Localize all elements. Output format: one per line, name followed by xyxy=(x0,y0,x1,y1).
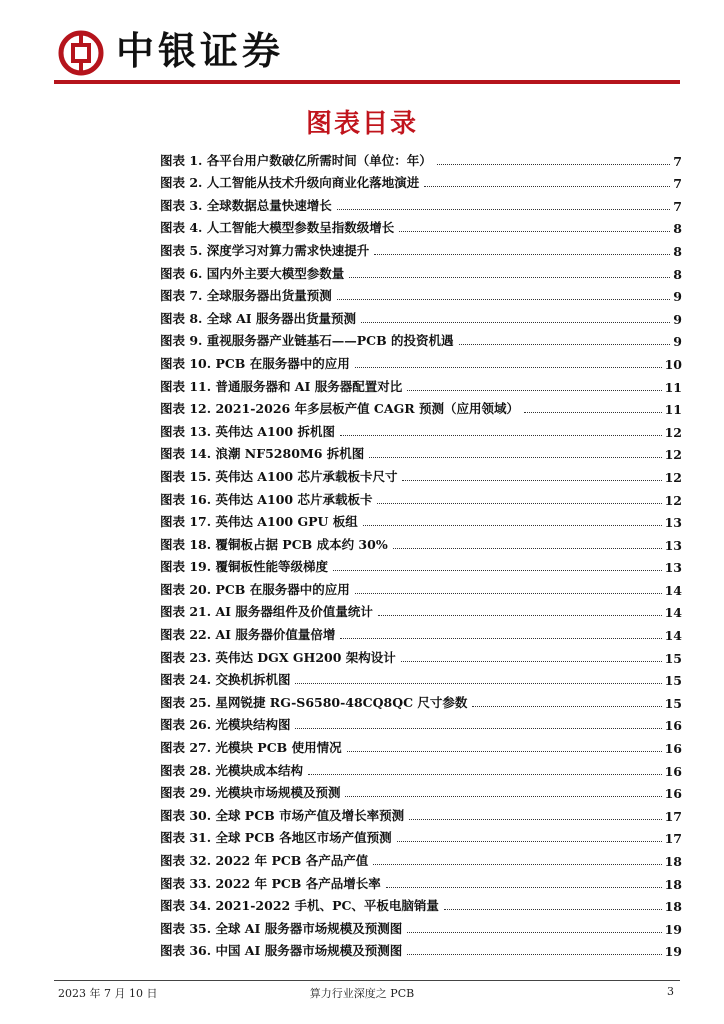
toc-leader-dots xyxy=(524,412,662,413)
toc-item-label[interactable]: 图表 28. 光模块成本结构 xyxy=(160,762,303,778)
toc-item-page[interactable]: 13 xyxy=(664,515,682,531)
toc-item-page[interactable]: 12 xyxy=(664,492,682,508)
brand-name: 中银证券 xyxy=(116,29,285,73)
toc-leader-dots xyxy=(407,954,661,955)
toc-item[interactable] xyxy=(160,937,682,960)
toc-leader-dots xyxy=(407,932,661,933)
page-title: 图表目录 xyxy=(305,109,418,139)
toc-item-label[interactable]: 图表 4. 人工智能大模型参数呈指数级增长 xyxy=(160,220,395,236)
toc-item-label[interactable]: 图表 1. 各平台用户数破亿所需时间（单位：年） xyxy=(160,152,432,168)
toc-item-page[interactable]: 14 xyxy=(664,628,682,644)
toc-item-page[interactable]: 8 xyxy=(673,243,682,259)
toc-item-label[interactable]: 图表 17. 英伟达 A100 GPU 板组 xyxy=(160,514,358,530)
toc-leader-dots xyxy=(459,344,671,345)
toc-leader-dots xyxy=(407,390,661,391)
toc-item-page[interactable]: 16 xyxy=(664,718,682,734)
footer-doc-title: 算力行业深度之 PCB xyxy=(309,987,415,1000)
toc-item[interactable] xyxy=(160,756,682,779)
toc-item-label[interactable]: 图表 29. 光模块市场规模及预测 xyxy=(160,785,341,801)
toc-item-page[interactable]: 18 xyxy=(664,899,682,915)
toc-leader-dots xyxy=(337,209,671,210)
toc-item-page[interactable]: 12 xyxy=(664,447,682,463)
toc-item-label[interactable]: 图表 20. PCB 在服务器中的应用 xyxy=(160,581,350,597)
toc-item[interactable] xyxy=(160,146,682,169)
toc-item-label[interactable]: 图表 13. 英伟达 A100 拆机图 xyxy=(160,423,335,439)
toc-item[interactable] xyxy=(160,530,682,553)
toc-item-page[interactable]: 11 xyxy=(664,402,682,418)
page-header xyxy=(0,0,724,90)
toc-item-page[interactable]: 16 xyxy=(664,741,682,757)
toc-item-label[interactable]: 图表 22. AI 服务器价值量倍增 xyxy=(160,627,336,643)
toc-item[interactable] xyxy=(160,733,682,756)
toc-item[interactable] xyxy=(160,395,682,418)
toc-item-label[interactable]: 图表 10. PCB 在服务器中的应用 xyxy=(160,355,350,371)
toc-item-page[interactable]: 16 xyxy=(664,763,682,779)
toc-item[interactable] xyxy=(160,259,682,282)
toc-item[interactable] xyxy=(160,553,682,576)
toc-item-label[interactable]: 图表 19. 覆铜板性能等级梯度 xyxy=(160,559,328,575)
toc-item-page[interactable]: 13 xyxy=(664,560,682,576)
boc-logo-icon xyxy=(58,30,104,76)
toc-item-label[interactable]: 图表 31. 全球 PCB 各地区市场产值预测 xyxy=(160,830,392,846)
toc-item[interactable] xyxy=(160,327,682,350)
table-of-figures xyxy=(160,146,682,959)
toc-item-page[interactable]: 18 xyxy=(664,876,682,892)
toc-item[interactable] xyxy=(160,349,682,372)
toc-leader-dots xyxy=(377,503,661,504)
toc-item-page[interactable]: 15 xyxy=(664,673,682,689)
toc-item-page[interactable]: 12 xyxy=(664,424,682,440)
toc-item-page[interactable]: 10 xyxy=(664,356,682,372)
toc-item-label[interactable]: 图表 27. 光模块 PCB 使用情况 xyxy=(160,740,342,756)
toc-item-label[interactable]: 图表 30. 全球 PCB 市场产值及增长率预测 xyxy=(160,807,405,823)
toc-item[interactable] xyxy=(160,214,682,237)
toc-item-label[interactable]: 图表 14. 浪潮 NF5280M6 拆机图 xyxy=(160,446,365,462)
toc-leader-dots xyxy=(409,819,662,820)
toc-leader-dots xyxy=(337,299,671,300)
toc-leader-dots xyxy=(402,480,661,481)
toc-item-label[interactable]: 图表 12. 2021-2026 年多层板产值 CAGR 预测（应用领域） xyxy=(160,401,519,417)
toc-item-page[interactable]: 7 xyxy=(673,198,682,214)
toc-leader-dots xyxy=(345,796,661,797)
toc-leader-dots xyxy=(363,525,662,526)
toc-item-label[interactable]: 图表 21. AI 服务器组件及价值量统计 xyxy=(160,604,373,620)
toc-leader-dots xyxy=(397,841,662,842)
toc-item-label[interactable]: 图表 7. 全球服务器出货量预测 xyxy=(160,288,332,304)
toc-item[interactable] xyxy=(160,282,682,305)
toc-item[interactable] xyxy=(160,779,682,802)
toc-item[interactable] xyxy=(160,372,682,395)
toc-leader-dots xyxy=(393,548,662,549)
toc-leader-dots xyxy=(340,638,661,639)
toc-item-label[interactable]: 图表 25. 星网锐捷 RG-S6580-48CQ8QC 尺寸参数 xyxy=(160,694,468,710)
toc-leader-dots xyxy=(401,661,662,662)
toc-leader-dots xyxy=(399,231,670,232)
toc-leader-dots xyxy=(472,706,661,707)
toc-item[interactable] xyxy=(160,869,682,892)
header-rule xyxy=(54,80,680,84)
toc-item-page[interactable]: 9 xyxy=(673,334,682,350)
toc-leader-dots xyxy=(369,457,661,458)
toc-item-label[interactable]: 图表 11. 普通服务器和 AI 服务器配置对比 xyxy=(160,378,403,394)
toc-leader-dots xyxy=(424,186,670,187)
footer-rule xyxy=(54,980,680,981)
toc-item-label[interactable]: 图表 32. 2022 年 PCB 各产品产值 xyxy=(160,853,369,868)
toc-item-label[interactable]: 图表 36. 中国 AI 服务器市场规模及预测图 xyxy=(160,943,403,959)
toc-item[interactable] xyxy=(160,598,682,621)
toc-item-label[interactable]: 图表 9. 重视服务器产业链基石——PCB 的投资机遇 xyxy=(160,333,454,349)
toc-item-label[interactable]: 图表 8. 全球 AI 服务器出货量预测 xyxy=(160,310,357,326)
toc-item[interactable] xyxy=(160,485,682,508)
toc-item-page[interactable]: 13 xyxy=(664,537,682,553)
toc-item-label[interactable]: 图表 23. 英伟达 DGX GH200 架构设计 xyxy=(160,649,396,665)
toc-leader-dots xyxy=(386,887,662,888)
toc-item-label[interactable]: 图表 6. 国内外主要大模型参数量 xyxy=(160,265,345,281)
toc-item[interactable] xyxy=(160,711,682,734)
toc-item[interactable] xyxy=(160,666,682,689)
toc-leader-dots xyxy=(444,909,662,910)
toc-leader-dots xyxy=(295,728,661,729)
toc-leader-dots xyxy=(295,683,661,684)
toc-item[interactable] xyxy=(160,620,682,643)
toc-item-page[interactable]: 19 xyxy=(664,944,682,960)
footer-date: 2023 年 7 月 10 日 xyxy=(58,987,158,1000)
toc-leader-dots xyxy=(437,164,671,165)
toc-leader-dots xyxy=(355,593,662,594)
toc-item[interactable] xyxy=(160,462,682,485)
toc-item[interactable] xyxy=(160,304,682,327)
toc-item[interactable] xyxy=(160,236,682,259)
toc-leader-dots xyxy=(333,570,662,571)
toc-item[interactable] xyxy=(160,892,682,915)
toc-item-page[interactable]: 14 xyxy=(664,582,682,598)
toc-leader-dots xyxy=(361,322,670,323)
toc-item-label[interactable]: 图表 33. 2022 年 PCB 各产品增长率 xyxy=(160,875,381,891)
toc-item-label[interactable]: 图表 24. 交换机拆机图 xyxy=(160,672,291,688)
toc-item-page[interactable]: 17 xyxy=(664,831,682,847)
toc-item[interactable] xyxy=(160,914,682,937)
toc-item-page[interactable]: 14 xyxy=(664,605,682,621)
toc-item-page[interactable]: 8 xyxy=(673,266,682,282)
toc-leader-dots xyxy=(340,435,662,436)
toc-item-page[interactable]: 12 xyxy=(664,469,682,485)
toc-item[interactable] xyxy=(160,575,682,598)
toc-item-page[interactable]: 9 xyxy=(673,311,682,327)
toc-item[interactable] xyxy=(160,846,682,869)
toc-leader-dots xyxy=(347,751,662,752)
toc-item-label[interactable]: 图表 16. 英伟达 A100 芯片承载板卡 xyxy=(160,491,373,507)
toc-item[interactable] xyxy=(160,801,682,824)
toc-leader-dots xyxy=(374,254,670,255)
toc-item-page[interactable]: 8 xyxy=(673,221,682,237)
toc-item-label[interactable]: 图表 35. 全球 AI 服务器市场规模及预测图 xyxy=(160,920,403,936)
toc-item-page[interactable]: 9 xyxy=(673,289,682,305)
toc-item-page[interactable]: 16 xyxy=(664,786,682,802)
toc-item-page[interactable]: 19 xyxy=(664,921,682,937)
toc-item-label[interactable]: 图表 2. 人工智能从技术升级向商业化落地演进 xyxy=(160,175,420,191)
footer-page-number: 3 xyxy=(667,985,674,998)
toc-item[interactable] xyxy=(160,824,682,847)
toc-item[interactable] xyxy=(160,508,682,531)
toc-item-label[interactable]: 图表 18. 覆铜板占据 PCB 成本约 30% xyxy=(160,536,388,552)
toc-item[interactable] xyxy=(160,191,682,214)
toc-leader-dots xyxy=(349,277,670,278)
toc-item-page[interactable]: 18 xyxy=(664,854,682,869)
toc-item-page[interactable]: 7 xyxy=(673,176,682,192)
toc-leader-dots xyxy=(355,367,662,368)
toc-leader-dots xyxy=(373,864,661,865)
toc-item-page[interactable]: 11 xyxy=(664,379,682,395)
toc-leader-dots xyxy=(378,615,662,616)
toc-item-page[interactable]: 15 xyxy=(664,695,682,711)
toc-item-page[interactable]: 15 xyxy=(664,650,682,666)
toc-item-label[interactable]: 图表 3. 全球数据总量快速增长 xyxy=(160,197,332,213)
toc-item[interactable] xyxy=(160,643,682,666)
toc-item[interactable] xyxy=(160,440,682,463)
toc-item-page[interactable]: 17 xyxy=(664,808,682,824)
toc-item[interactable] xyxy=(160,688,682,711)
toc-leader-dots xyxy=(308,774,662,775)
toc-item-label[interactable]: 图表 5. 深度学习对算力需求快速提升 xyxy=(160,242,370,258)
toc-item[interactable] xyxy=(160,169,682,192)
toc-item-page[interactable]: 7 xyxy=(673,153,682,169)
toc-item-label[interactable]: 图表 34. 2021-2022 手机、PC、平板电脑销量 xyxy=(160,898,439,914)
toc-item-label[interactable]: 图表 15. 英伟达 A100 芯片承载板卡尺寸 xyxy=(160,468,398,484)
toc-item-label[interactable]: 图表 26. 光模块结构图 xyxy=(160,717,291,733)
toc-item[interactable] xyxy=(160,417,682,440)
